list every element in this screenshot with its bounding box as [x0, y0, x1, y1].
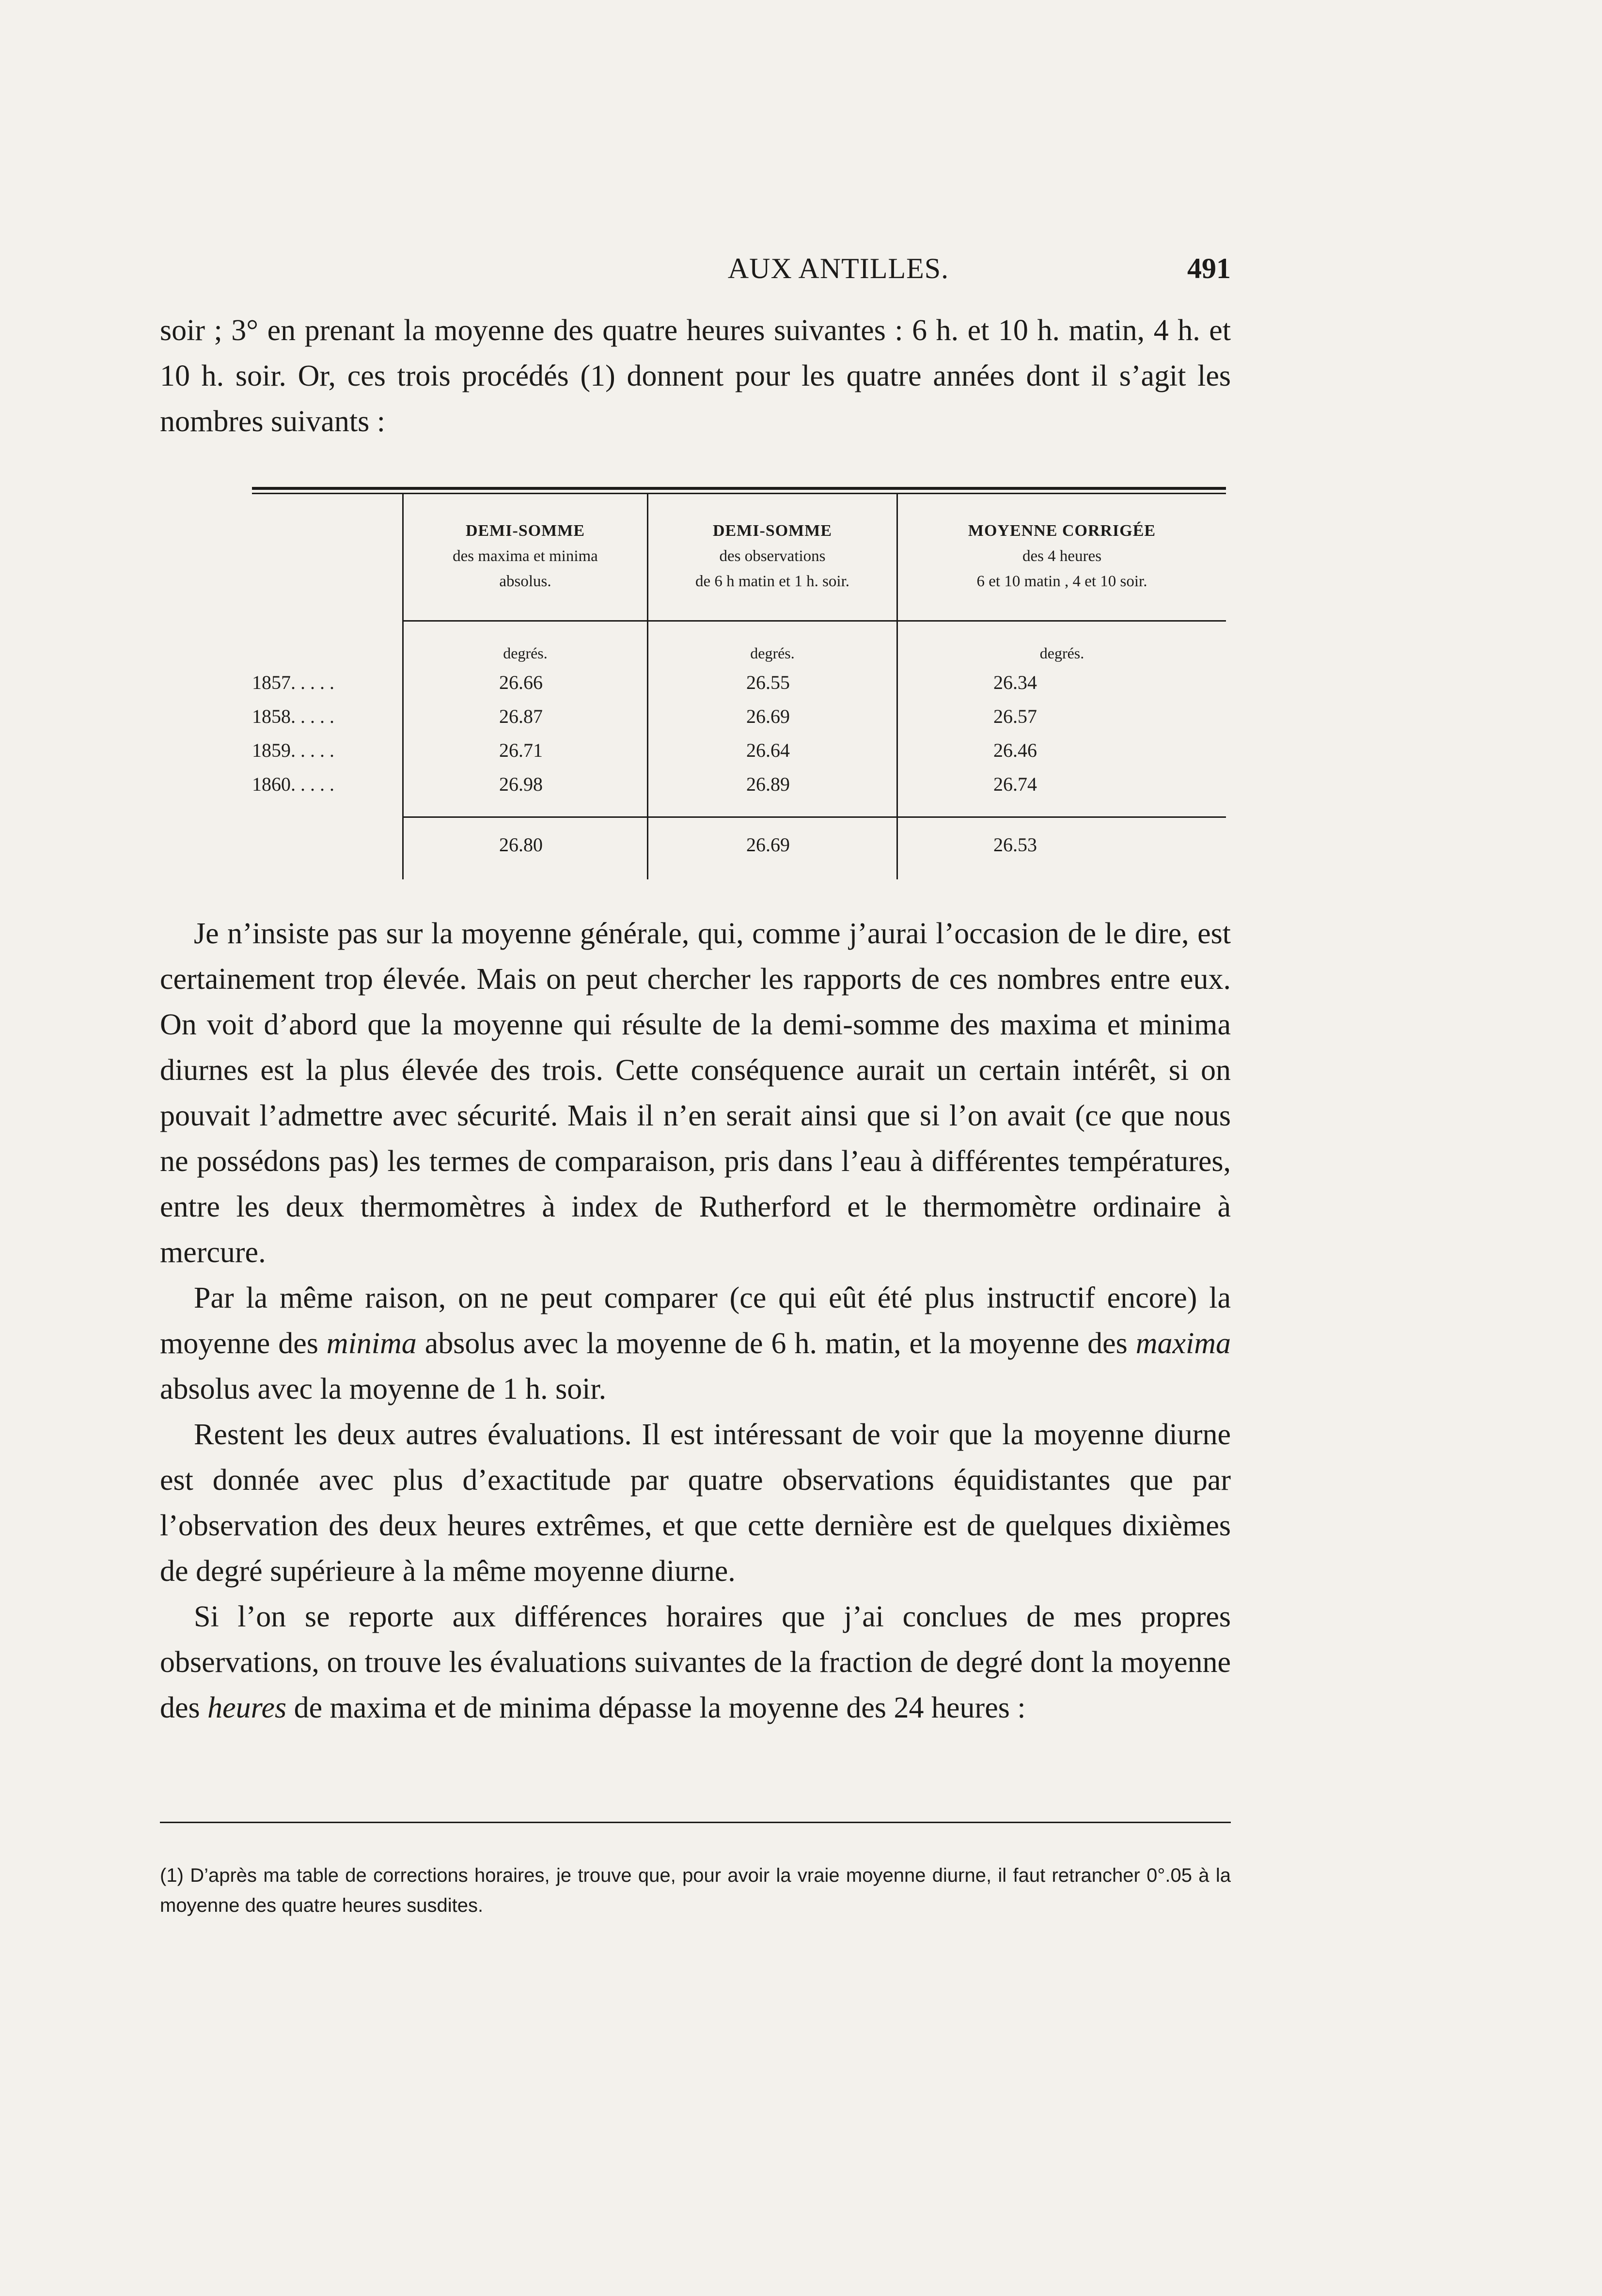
unit-label: degrés.: [750, 644, 795, 662]
column-subtitle: des 4 heures: [1022, 547, 1102, 565]
column-subtitle: de 6 h matin et 1 h. soir.: [695, 573, 850, 590]
table-cell: 26.66: [499, 672, 543, 693]
table-top-rule: [252, 487, 1226, 490]
italic-term: maxima: [1135, 1327, 1231, 1360]
table-cell: 26.74: [993, 773, 1037, 795]
table-cell: 26.64: [746, 739, 790, 761]
paragraph: [160, 1275, 1231, 1412]
intro-paragraph: soir ; 3° en prenant la moyenne des quatre heures suivantes : 6 h. et 10 h. matin, 4 h. et 10 h. soir. Or, ces trois procédés (1) donnent pour les quatre années dont il s’agit les nombres suivants :: [160, 314, 1231, 438]
page-number: 491: [1187, 252, 1231, 284]
paragraph-text: Par la même raison, on ne peut comparer (ce qui eût été plus instructif encore) la moyenne des: [160, 1281, 1231, 1360]
paragraph-text: Si l’on se reporte aux différences horaires que j’ai conclues de mes propres observations, on trouve les évaluations suivantes de la fraction de degré dont la moyenne des: [160, 1600, 1231, 1724]
table-cell: 26.34: [993, 672, 1037, 693]
table-cell: 26.46: [993, 739, 1037, 761]
paragraph-text: de maxima et de minima dépasse la moyenne des 24 heures :: [286, 1691, 1026, 1724]
column-header: [648, 518, 896, 594]
paragraph: [160, 1412, 1231, 1594]
paragraph-text: Je n’insiste pas sur la moyenne générale, qui, comme j’aurai l’occasion de le dire, est certainement trop élevée. Mais on peut chercher les rapports de ces nombres entre eux. On voit d’abord que la moyenne qui résulte de la demi-somme des maxima et minima diurnes est la plus élevée des trois. Cette conséquence aurait un certain intérêt, si on pouvait l’admettre avec sécurité. Mais il n’en serait ainsi que si l’on avait (ce que nous ne possédons pas) les termes de comparaison, pris dans l’eau à différentes températures, entre les deux thermomètres à index de Rutherford et le thermomètre ordinaire à mercure.: [160, 917, 1231, 1269]
average-cell: 26.80: [499, 834, 543, 856]
footnote: (1) D’après ma table de corrections horaires, je trouve que, pour avoir la vraie moyenne diurne, il faut retrancher 0°.05 à la moyenne des quatre heures susdites.: [160, 1865, 1231, 1916]
temperature-table: [252, 487, 1226, 879]
running-title: AUX ANTILLES.: [727, 252, 949, 284]
column-title: DEMI-SOMME: [712, 522, 832, 540]
total-rule: [402, 816, 1226, 818]
column-title: MOYENNE CORRIGÉE: [968, 522, 1156, 540]
table-cell: 26.69: [746, 705, 790, 727]
paragraph-text: absolus avec la moyenne de 1 h. soir.: [160, 1373, 607, 1406]
column-subtitle: absolus.: [499, 573, 551, 590]
table-cell: 26.55: [746, 672, 790, 693]
row-year: 1859. . . . .: [252, 739, 334, 761]
average-cell: 26.69: [746, 834, 790, 856]
italic-term: minima: [326, 1327, 417, 1360]
column-subtitle: des maxima et minima: [453, 547, 598, 565]
table-cell: 26.57: [993, 705, 1037, 727]
column-subtitle: 6 et 10 matin , 4 et 10 soir.: [976, 573, 1147, 590]
table-top-rule-thin: [252, 493, 1226, 494]
column-subtitle: des observations: [719, 547, 826, 565]
column-header: [404, 518, 647, 594]
table-cell: 26.89: [746, 773, 790, 795]
average-cell: 26.53: [993, 834, 1037, 856]
italic-term: heures: [207, 1691, 287, 1724]
footnote-rule: [160, 1822, 1231, 1823]
column-header: [898, 518, 1226, 594]
paragraph: [160, 1594, 1231, 1731]
row-year: 1857. . . . .: [252, 672, 334, 693]
paragraph-text: absolus avec la moyenne de 6 h. matin, et la moyenne des: [416, 1327, 1136, 1360]
row-year: 1858. . . . .: [252, 705, 334, 727]
header-rule: [402, 620, 1226, 622]
column-title: DEMI-SOMME: [465, 522, 585, 540]
row-year: 1860. . . . .: [252, 773, 334, 795]
table-cell: 26.98: [499, 773, 543, 795]
unit-label: degrés.: [1039, 644, 1084, 662]
unit-label: degrés.: [503, 644, 548, 662]
paragraph-text: Restent les deux autres évaluations. Il est intéressant de voir que la moyenne diurne est donnée avec plus d’exactitude par quatre observations équidistantes que par l’observation des deux heures extrêmes, et que cette dernière est de quelques dixièmes de degré supérieure à la même moyenne diurne.: [160, 1418, 1231, 1588]
table-cell: 26.71: [499, 739, 543, 761]
paragraph: [160, 911, 1231, 1275]
table-cell: 26.87: [499, 705, 543, 727]
